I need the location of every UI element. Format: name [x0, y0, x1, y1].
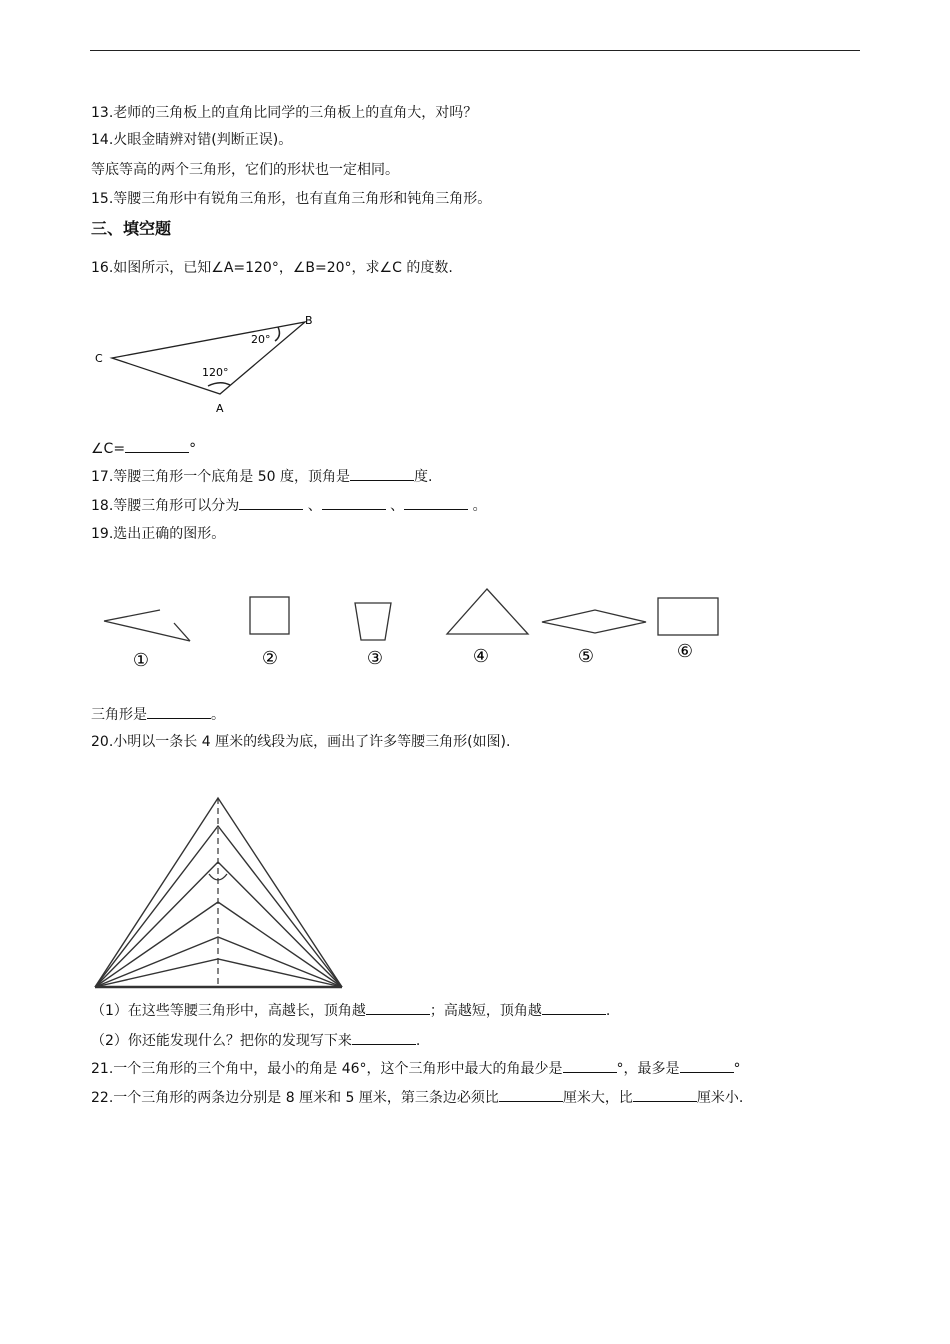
shape-label-4: ④: [472, 646, 490, 667]
answer-blank[interactable]: [352, 1030, 416, 1045]
shapes-figure-19: [90, 580, 730, 672]
question-20-part-1: （1）在这些等腰三角形中，高越长，顶角越 ；高越短，顶角越 .: [91, 1000, 610, 1021]
question-21: 21.一个三角形的三个角中，最小的角是 46°，这个三角形中最大的角最少是 °，最多是 °: [91, 1058, 741, 1079]
answer-blank[interactable]: [239, 495, 303, 510]
question-19: 19.选出正确的图形。: [91, 526, 226, 542]
answer-blank[interactable]: [125, 438, 189, 453]
shape-3: [355, 603, 391, 640]
shape-5: [542, 610, 646, 633]
triangle-figure-16: [90, 308, 330, 418]
answer-blank[interactable]: [680, 1058, 734, 1073]
label-b: B: [305, 314, 313, 327]
answer-blank[interactable]: [404, 495, 468, 510]
shape-label-6: ⑥: [676, 641, 694, 662]
answer-blank[interactable]: [366, 1000, 430, 1015]
question-20: 20.小明以一条长 4 厘米的线段为底，画出了许多等腰三角形(如图).: [91, 734, 511, 750]
angle-b-value: 20°: [251, 333, 271, 346]
question-19-answer: 三角形是 。: [91, 704, 225, 725]
header-rule: [90, 50, 860, 51]
shape-1: [104, 610, 190, 641]
shape-label-3: ③: [366, 648, 384, 669]
answer-blank[interactable]: [322, 495, 386, 510]
shape-4: [447, 589, 528, 634]
question-15: 15.等腰三角形中有锐角三角形，也有直角三角形和钝角三角形。: [91, 191, 492, 207]
angle-a-arc: [208, 383, 230, 386]
answer-blank[interactable]: [542, 1000, 606, 1015]
question-16: 16.如图所示，已知∠A=120°，∠B=20°，求∠C 的度数.: [91, 260, 453, 276]
question-17: 17.等腰三角形一个底角是 50 度，顶角是 度.: [91, 466, 432, 487]
question-22: 22.一个三角形的两条边分别是 8 厘米和 5 厘米，第三条边必须比 厘米大，比 厘米小.: [91, 1087, 743, 1108]
angle-b-arc: [275, 327, 279, 341]
question-13: 13.老师的三角板上的直角比同学的三角板上的直角大，对吗？: [91, 105, 478, 121]
angle-a-value: 120°: [202, 366, 229, 379]
shape-6: [658, 598, 718, 635]
shape-2: [250, 597, 289, 634]
answer-blank[interactable]: [147, 704, 211, 719]
question-16-answer: ∠C= °: [91, 438, 196, 459]
answer-blank[interactable]: [633, 1087, 697, 1102]
answer-blank[interactable]: [563, 1058, 617, 1073]
isosceles-figure-20: [90, 792, 350, 992]
answer-blank[interactable]: [499, 1087, 563, 1102]
question-14: 14.火眼金睛辨对错(判断正误)。: [91, 132, 293, 148]
answer-blank[interactable]: [350, 466, 414, 481]
label-c: C: [95, 352, 103, 365]
shape-label-1: ①: [132, 650, 150, 671]
shape-label-2: ②: [261, 648, 279, 669]
triangle-abc: [112, 322, 305, 394]
question-20-part-2: （2）你还能发现什么？把你的发现写下来 .: [91, 1030, 420, 1051]
label-a: A: [216, 402, 224, 415]
shape-label-5: ⑤: [577, 646, 595, 667]
question-14-statement: 等底等高的两个三角形，它们的形状也一定相同。: [91, 162, 399, 178]
question-18: 18.等腰三角形可以分为 、 、 。: [91, 495, 487, 516]
section-title: 三、填空题: [91, 219, 172, 238]
